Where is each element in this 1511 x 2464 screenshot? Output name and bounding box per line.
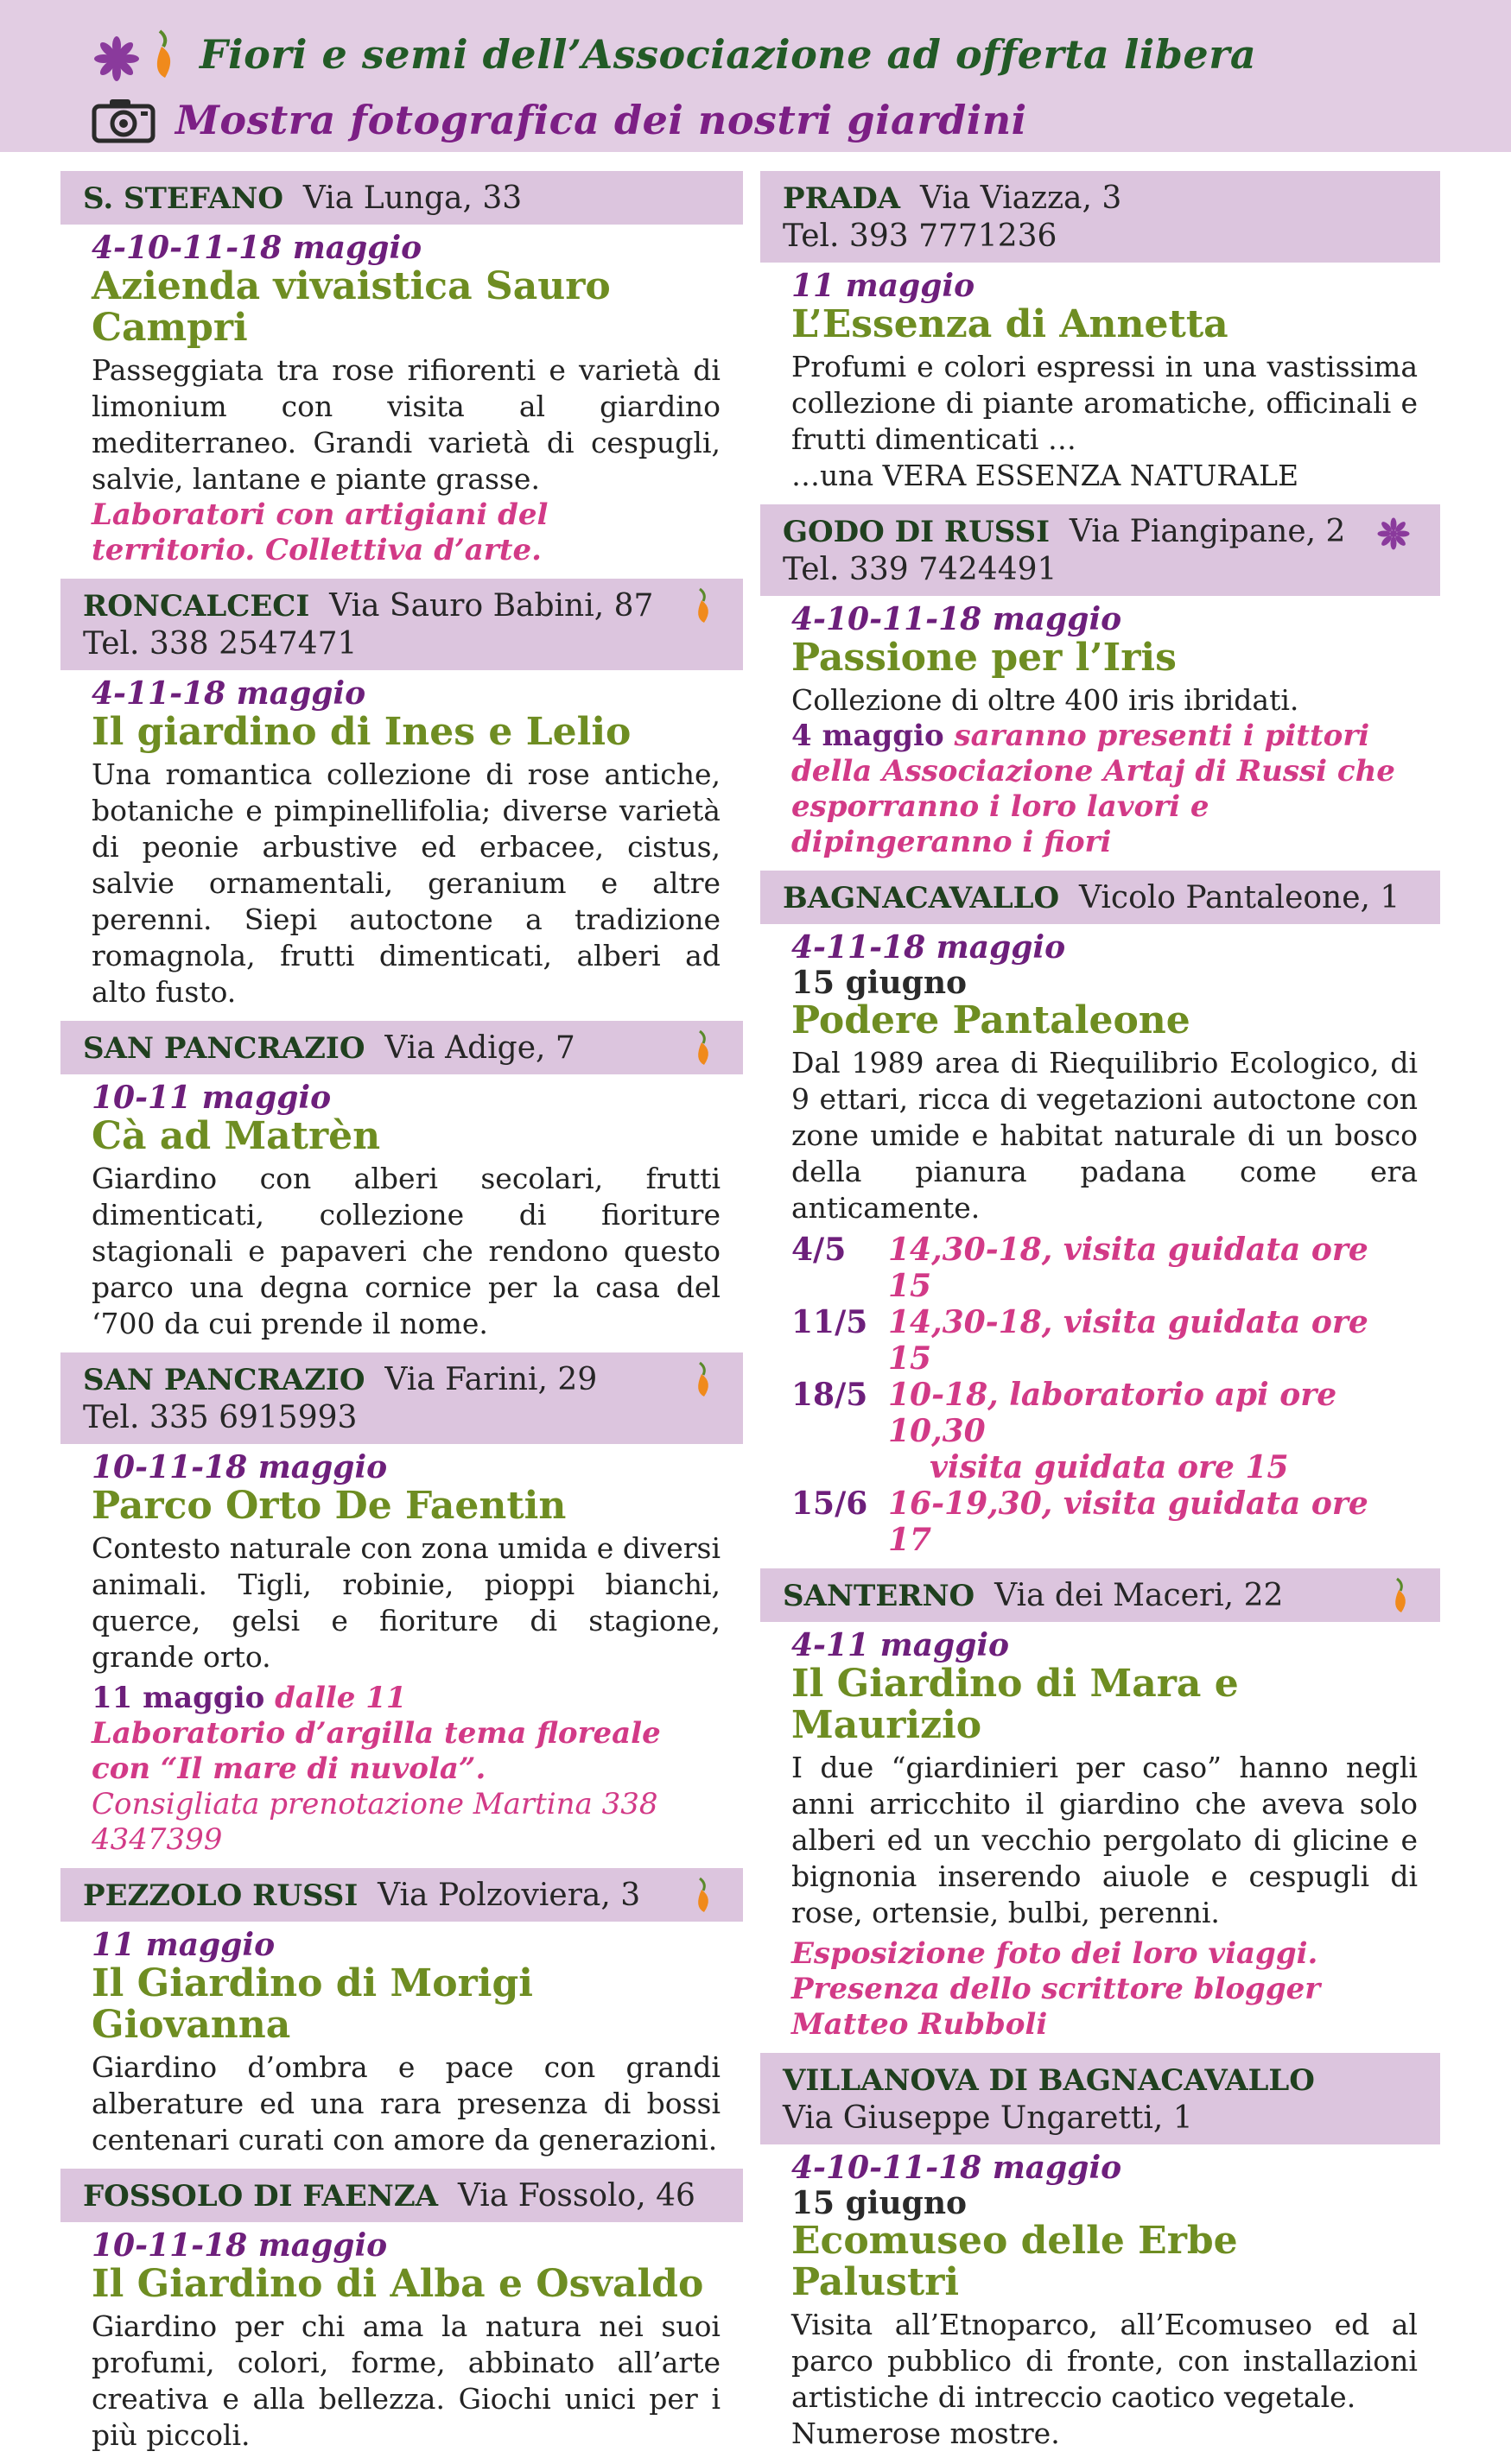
schedule-day: 18/5 [791, 1377, 868, 1413]
venue-title: Il Giardino di Mara e Maurizio [791, 1662, 1239, 1747]
schedule-day: 15/6 [791, 1485, 868, 1522]
venue-note-booking: Consigliata prenotazione Martina 338 4347399 [92, 1787, 658, 1857]
camera-icon [91, 96, 156, 144]
schedule-row [791, 1304, 1418, 1377]
venue-description-2: …una VERA ESSENZA NATURALE [791, 459, 1299, 492]
venue-schedule [791, 1232, 1418, 1558]
venue-phone: Tel. 338 2547471 [83, 626, 358, 662]
venue-note: Esposizione foto dei loro viaggi. Presenza dello scrittore blogger Matteo Rubboli [791, 1936, 1321, 2042]
venue-dates: 4-10-11-18 maggio [791, 601, 1122, 637]
schedule-day [791, 1449, 888, 1485]
venue-dates: 10-11 maggio [92, 1080, 332, 1116]
venue-header [60, 2169, 743, 2222]
venue-description: Visita all’Etnoparco, all’Ecomuseo ed al parco pubblico di fronte, con installazioni artistiche di intreccio caotico vegetale. [791, 2308, 1418, 2414]
venue-title: Passione per l’Iris [791, 636, 1177, 680]
flower-icon [1376, 516, 1411, 551]
venue-phone: Tel. 335 6915993 [83, 1400, 358, 1435]
schedule-row [791, 1232, 1418, 1304]
venue-header [760, 871, 1440, 924]
venue-location: FOSSOLO DI FAENZA [83, 2179, 439, 2214]
venue-location: SANTERNO [783, 1579, 975, 1613]
venue-address: Via Viazza, 3 [919, 181, 1122, 216]
schedule-text: visita guidata ore 15 [930, 1449, 1289, 1485]
venue-phone: Tel. 339 7424491 [783, 552, 1057, 587]
venue-san-pancrazio-farini [60, 1352, 743, 1858]
schedule-row [791, 1449, 1418, 1485]
schedule-day: 11/5 [791, 1304, 868, 1340]
venue-dates: 4-11 maggio [791, 1627, 1010, 1663]
schedule-text: 10-18, laboratorio api ore 10,30 [888, 1377, 1337, 1449]
venue-description: Profumi e colori espressi in una vastissima collezione di piante aromatiche, officinali e frutti dimenticati … [791, 350, 1418, 456]
venue-note: Laboratorio d’argilla tema floreale con “Il mare di nuvola”. [92, 1716, 661, 1786]
venue-header [60, 1352, 743, 1444]
venue-header [760, 2053, 1440, 2144]
venue-dates: 11 maggio [791, 268, 975, 304]
venue-address: Via Giuseppe Ungaretti, 1 [783, 2100, 1193, 2136]
venue-location: PEZZOLO RUSSI [83, 1878, 359, 1913]
venue-description: Contesto naturale con zona umida e diversi animali. Tigli, robinie, pioppi bianchi, querce, gelsi e fioriture di stagione, grande orto. [92, 1531, 721, 1674]
venue-description: Giardino con alberi secolari, frutti dimenticati, collezione di fioriture stagionali e papaveri che rendono questo parco una degna cornice per la casa del ‘700 da cui prende il nome. [92, 1162, 721, 1340]
venue-title: Cà ad Matrèn [92, 1114, 381, 1158]
venue-title: Azienda vivaistica Sauro Campri [92, 264, 611, 350]
venue-description: Giardino per chi ama la natura nei suoi profumi, colori, forme, abbinato all’arte creativa e alla bellezza. Giochi unici per i più piccoli. [92, 2309, 721, 2452]
venue-location: SAN PANCRAZIO [83, 1363, 365, 1397]
venue-villanova [760, 2053, 1440, 2452]
venue-san-pancrazio-adige [60, 1021, 743, 1342]
left-column [60, 171, 743, 2464]
venue-extra-date: 15 giugno [791, 965, 968, 1001]
venue-description-2: Numerose mostre. [791, 2416, 1060, 2450]
venue-title: Il Giardino di Morigi Giovanna [92, 1961, 533, 2047]
venue-title: Il Giardino di Alba e Osvaldo [92, 2262, 704, 2306]
seed-icon [691, 1029, 714, 1066]
venue-header [760, 171, 1440, 263]
venue-dates: 11 maggio [92, 1927, 276, 1963]
venue-address: Via dei Maceri, 22 [994, 1578, 1284, 1613]
venue-title: Podere Pantaleone [791, 998, 1190, 1042]
venue-prada [760, 171, 1440, 494]
right-column [760, 171, 1440, 2462]
venue-location: BAGNACAVALLO [783, 881, 1060, 915]
seed-icon [691, 1361, 714, 1397]
venue-bagnacavallo [760, 871, 1440, 1558]
venue-address: Via Sauro Babini, 87 [329, 588, 654, 624]
seed-icon [1388, 1577, 1411, 1613]
venue-extra-date: 15 giugno [791, 2185, 968, 2221]
venue-address: Via Farini, 29 [384, 1362, 598, 1397]
venue-title: Ecomuseo delle Erbe Palustri [791, 2219, 1238, 2304]
schedule-text: 14,30-18, visita guidata ore 15 [888, 1232, 1368, 1304]
flower-seed-logo-icon [91, 24, 186, 85]
venue-header [60, 1021, 743, 1074]
venue-santerno [760, 1568, 1440, 2043]
venue-description: I due “giardinieri per caso” hanno negli anni arricchito il giardino che aveva solo alberi ed un vecchio pergolato di glicine e bignonia inserendo aiuole e cespugli di rose, ortensie, bulbi, perenni. [791, 1751, 1418, 1929]
banner-line-1 [91, 24, 1256, 85]
venue-pezzolo-russi [60, 1868, 743, 2158]
venue-description: Dal 1989 area di Riequilibrio Ecologico, di 9 ettari, ricca di vegetazioni autoctone con zone umide e habitat naturale di un bosco della pianura padana come era anticamente. [791, 1046, 1418, 1225]
venue-header [760, 1568, 1440, 1622]
schedule-text: 16-19,30, visita guidata ore 17 [888, 1485, 1368, 1558]
venue-address: Via Polzoviera, 3 [378, 1878, 641, 1913]
venue-fossolo [60, 2169, 743, 2454]
venue-godo-di-russi [760, 504, 1440, 860]
venue-note: saranno presenti i pittori della Associazione Artaj di Russi che esporranno i loro lavori e dipingeranno i fiori [791, 719, 1395, 859]
venue-location: PRADA [783, 181, 901, 216]
venue-address: Vicolo Pantaleone, 1 [1079, 880, 1400, 915]
venue-header [60, 579, 743, 670]
venue-description: Giardino d’ombra e pace con grandi alberature ed una rara presenza di bossi centenari curati con amore da generazioni. [92, 2050, 721, 2157]
venue-dates: 10-11-18 maggio [92, 2227, 388, 2264]
schedule-row [791, 1377, 1418, 1449]
venue-description: Una romantica collezione di rose antiche, botaniche e pimpinellifolia; diverse varietà di peonie arbustive ed erbacee, cistus, salvie ornamentali, geranium e altre perenni. Siepi autoctone a tradizione romagnola, frutti dimenticati, alberi ad alto fusto. [92, 757, 721, 1009]
venue-note-time: dalle 11 [275, 1681, 407, 1715]
venue-description: Collezione di oltre 400 iris ibridati. [791, 683, 1299, 717]
venue-note-day: 4 maggio [791, 719, 944, 753]
venue-address: Via Fossolo, 46 [457, 2178, 695, 2214]
venue-dates: 4-11-18 maggio [791, 929, 1066, 966]
header-banner [0, 0, 1511, 152]
venue-location: RONCALCECI [83, 589, 310, 624]
venue-address: Via Adige, 7 [384, 1030, 575, 1066]
schedule-row [791, 1485, 1418, 1558]
banner-title-1: Fiori e semi dell’Associazione ad offerta libera [200, 31, 1257, 78]
venue-location: GODO DI RUSSI [783, 515, 1050, 549]
venue-santo-stefano [60, 171, 743, 568]
venue-note-day: 11 maggio [92, 1681, 265, 1715]
venue-dates: 10-11-18 maggio [92, 1449, 388, 1485]
schedule-day: 4/5 [791, 1232, 847, 1268]
venue-roncalceci [60, 579, 743, 1010]
venue-phone: Tel. 393 7771236 [783, 219, 1057, 254]
banner-line-2 [91, 90, 1027, 150]
venue-note: Laboratori con artigiani del territorio. Collettiva d’arte. [92, 497, 549, 567]
seed-icon [691, 1877, 714, 1913]
schedule-text: 14,30-18, visita guidata ore 15 [888, 1304, 1368, 1377]
venue-dates: 4-11-18 maggio [92, 675, 366, 712]
venue-dates: 4-10-11-18 maggio [791, 2150, 1122, 2186]
venue-location: S. STEFANO [83, 181, 284, 216]
venue-title: L’Essenza di Annetta [791, 302, 1228, 346]
venue-dates: 4-10-11-18 maggio [92, 230, 422, 266]
venue-title: Il giardino di Ines e Lelio [92, 710, 632, 754]
venue-title: Parco Orto De Faentin [92, 1484, 567, 1528]
banner-title-2: Mostra fotografica dei nostri giardini [175, 97, 1027, 143]
venue-description: Passeggiata tra rose rifiorenti e varietà di limonium con visita al giardino mediterraneo. Grandi varietà di cespugli, salvie, lantane e piante grasse. [92, 353, 721, 496]
venue-header [60, 1868, 743, 1922]
venue-location: SAN PANCRAZIO [83, 1031, 365, 1066]
venue-header [760, 504, 1440, 596]
venue-address: Via Lunga, 33 [302, 181, 523, 216]
venue-location: VILLANOVA DI BAGNACAVALLO [783, 2063, 1315, 2098]
venue-header [60, 171, 743, 225]
seed-icon [691, 587, 714, 624]
venue-address: Via Piangipane, 2 [1069, 514, 1346, 549]
